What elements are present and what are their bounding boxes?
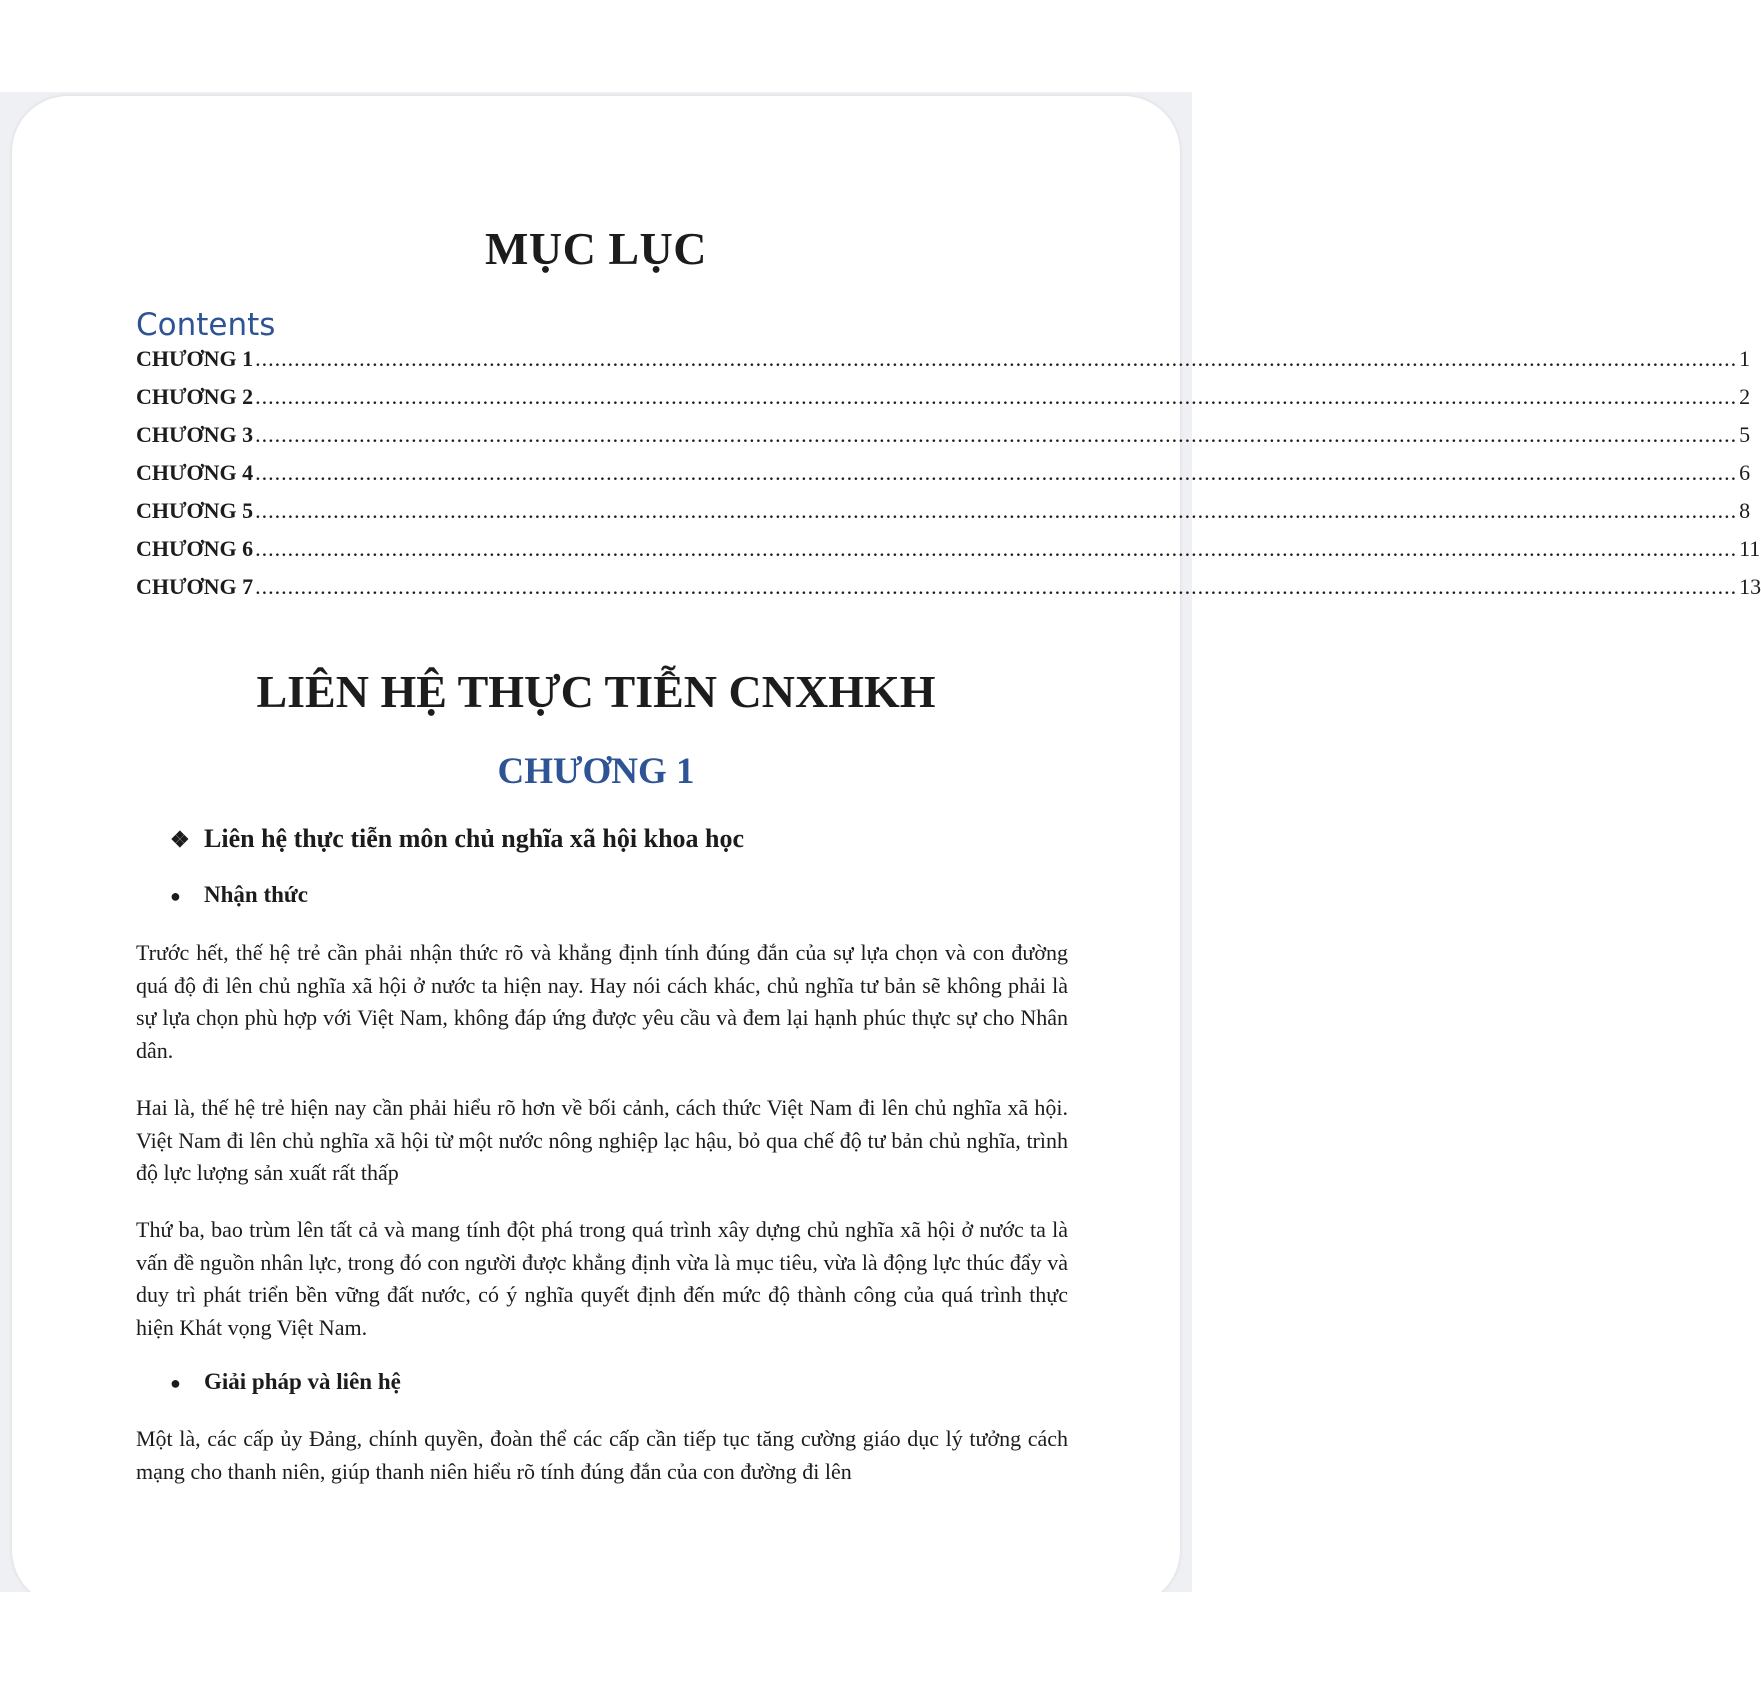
toc-entry-label: CHƯƠNG 7 — [136, 574, 254, 599]
toc-entry-label: CHƯƠNG 1 — [136, 346, 254, 371]
toc-entry-2[interactable] — [136, 384, 1751, 422]
toc-heading: Contents — [136, 307, 276, 343]
toc-entry-4[interactable] — [136, 460, 1751, 498]
chapter-heading: CHƯƠNG 1 — [497, 751, 695, 792]
toc-entry-label: CHƯƠNG 4 — [136, 460, 254, 485]
toc-leader-dots: .................................................................................................................................................................................................................................... — [255, 574, 1738, 599]
toc-entry-1[interactable] — [136, 346, 1751, 384]
toc-entry-6[interactable] — [136, 536, 1761, 574]
toc-entry-7[interactable] — [136, 574, 1761, 612]
toc-title: MỤC LỤC — [485, 223, 707, 274]
toc-entry-page: 1 — [1739, 346, 1751, 371]
toc-entry-3[interactable] — [136, 422, 1751, 460]
diamond-bullet-icon: ❖ — [170, 827, 190, 852]
toc-entry-label: CHƯƠNG 3 — [136, 422, 254, 447]
bullet-icon: ● — [170, 1373, 181, 1393]
bullet-heading — [170, 882, 308, 908]
paragraph: Một là, các cấp ủy Đảng, chính quyền, đoàn thể các cấp cần tiếp tục tăng cường giáo dục lý tưởng cách mạng cho thanh niên, giúp thanh niên hiểu rõ tính đúng đắn của con đường đi lên — [136, 1426, 1068, 1484]
main-heading: LIÊN HỆ THỰC TIỄN CNXHKH — [256, 666, 936, 717]
toc-entry-page: 5 — [1739, 422, 1751, 447]
viewer-bottom-area — [0, 1592, 1192, 1685]
toc-entry-page: 6 — [1739, 460, 1751, 485]
bullet-heading-text: Giải pháp và liên hệ — [204, 1369, 401, 1394]
toc-entry-label: CHƯƠNG 5 — [136, 498, 254, 523]
paragraph: Trước hết, thế hệ trẻ cần phải nhận thức rõ và khẳng định tính đúng đắn của sự lựa chọn và con đường quá độ đi lên chủ nghĩa xã hội ở nước ta hiện nay. Hay nói cách khác, chủ nghĩa tư bản sẽ không phải là sự lựa chọn phù hợp với Việt Nam, không đáp ứng được yêu cầu và đem lại hạnh phúc thực sự cho Nhân dân. — [136, 940, 1068, 1063]
paragraph: Thứ ba, bao trùm lên tất cả và mang tính đột phá trong quá trình xây dựng chủ nghĩa xã hội ở nước ta là vấn đề nguồn nhân lực, trong đó con người được khẳng định vừa là mục tiêu, vừa là động lực thúc đẩy và duy trì phát triển bền vững đất nước, có ý nghĩa quyết định đến mức độ thành công của quá trình thực hiện Khát vọng Việt Nam. — [136, 1217, 1068, 1340]
toc-entry-label: CHƯƠNG 2 — [136, 384, 254, 409]
toc-leader-dots: .................................................................................................................................................................................................................................... — [255, 384, 1738, 409]
toc-leader-dots: .................................................................................................................................................................................................................................... — [255, 536, 1738, 561]
paragraph: Hai là, thế hệ trẻ hiện nay cần phải hiểu rõ hơn về bối cảnh, cách thức Việt Nam đi lên chủ nghĩa xã hội. Việt Nam đi lên chủ nghĩa xã hội từ một nước nông nghiệp lạc hậu, bỏ qua chế độ tư bản chủ nghĩa, trình độ lực lượng sản xuất rất thấp — [136, 1095, 1068, 1185]
toc-leader-dots: .................................................................................................................................................................................................................................... — [255, 460, 1738, 485]
table-of-contents — [136, 346, 1761, 612]
toc-leader-dots: .................................................................................................................................................................................................................................... — [255, 422, 1738, 447]
section-heading-text: Liên hệ thực tiễn môn chủ nghĩa xã hội khoa học — [204, 824, 745, 853]
toc-leader-dots: .................................................................................................................................................................................................................................... — [255, 346, 1738, 371]
toc-entry-page: 11 — [1739, 536, 1761, 561]
section-heading — [170, 824, 744, 854]
bullet-heading-text: Nhận thức — [204, 882, 308, 907]
toc-entry-page: 13 — [1739, 574, 1761, 599]
toc-leader-dots: .................................................................................................................................................................................................................................... — [255, 498, 1738, 523]
toc-entry-page: 2 — [1739, 384, 1751, 409]
toc-entry-label: CHƯƠNG 6 — [136, 536, 254, 561]
toc-entry-5[interactable] — [136, 498, 1751, 536]
bullet-icon: ● — [170, 886, 181, 906]
toc-entry-page: 8 — [1739, 498, 1751, 523]
bullet-heading — [170, 1369, 401, 1395]
